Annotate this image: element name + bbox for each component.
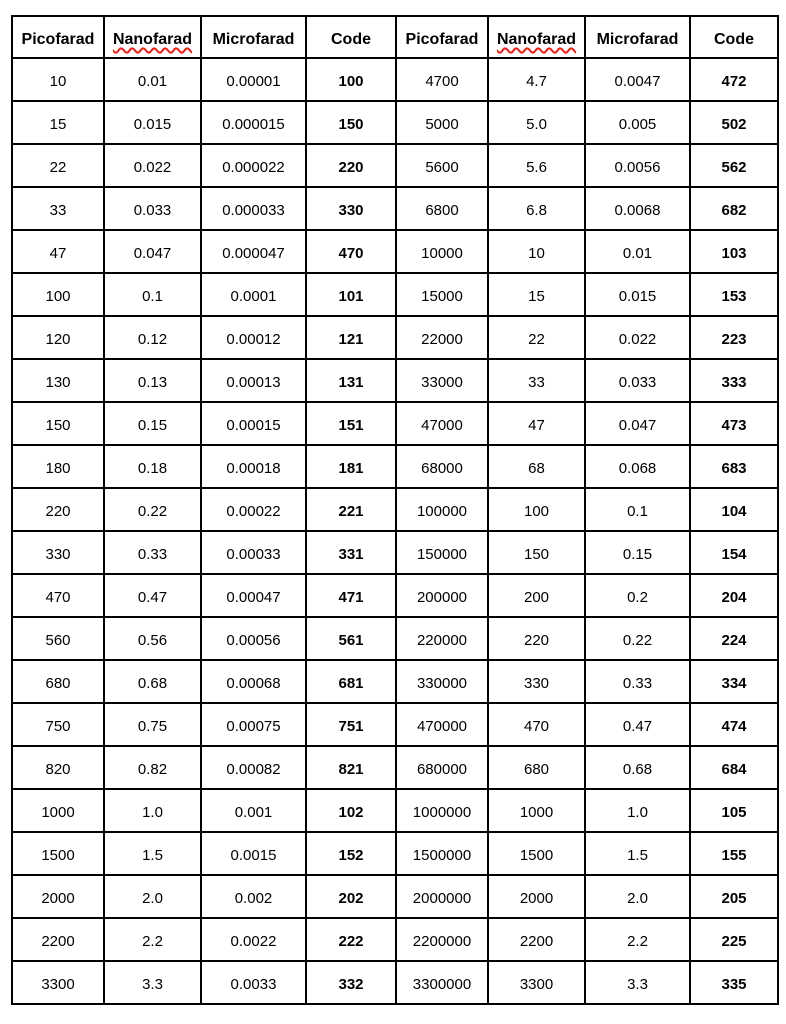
- table-row: [12, 58, 778, 101]
- value-cell: 6800: [396, 187, 488, 230]
- value-cell: 0.13: [104, 359, 201, 402]
- code-cell: 471: [306, 574, 396, 617]
- table-row: [12, 230, 778, 273]
- table-row: [12, 273, 778, 316]
- value-cell: 180: [12, 445, 104, 488]
- value-cell: 0.068: [585, 445, 690, 488]
- table-row: [12, 961, 778, 1004]
- value-cell: 3300: [12, 961, 104, 1004]
- header-cell-picofarad-left: [12, 16, 104, 58]
- value-cell: 15: [12, 101, 104, 144]
- code-cell: 821: [306, 746, 396, 789]
- value-cell: 200000: [396, 574, 488, 617]
- code-cell: 152: [306, 832, 396, 875]
- table-row: [12, 703, 778, 746]
- code-cell: 332: [306, 961, 396, 1004]
- value-cell: 4700: [396, 58, 488, 101]
- code-cell: 153: [690, 273, 778, 316]
- value-cell: 1000000: [396, 789, 488, 832]
- table-row: [12, 875, 778, 918]
- table-row: [12, 832, 778, 875]
- value-cell: 0.00033: [201, 531, 306, 574]
- value-cell: 0.01: [104, 58, 201, 101]
- header-label: Code: [714, 31, 754, 48]
- value-cell: 10000: [396, 230, 488, 273]
- value-cell: 680000: [396, 746, 488, 789]
- table-row: [12, 660, 778, 703]
- code-cell: 121: [306, 316, 396, 359]
- value-cell: 220: [488, 617, 585, 660]
- value-cell: 150: [488, 531, 585, 574]
- table-row: [12, 144, 778, 187]
- value-cell: 2.2: [104, 918, 201, 961]
- table-row: [12, 316, 778, 359]
- value-cell: 560: [12, 617, 104, 660]
- table-row: [12, 402, 778, 445]
- value-cell: 0.0068: [585, 187, 690, 230]
- header-cell-nanofarad-left: [104, 16, 201, 58]
- value-cell: 0.0033: [201, 961, 306, 1004]
- header-cell-code-left: [306, 16, 396, 58]
- header-cell-microfarad-right: [585, 16, 690, 58]
- table-row: [12, 101, 778, 144]
- code-cell: 205: [690, 875, 778, 918]
- value-cell: 0.33: [104, 531, 201, 574]
- code-cell: 224: [690, 617, 778, 660]
- value-cell: 47000: [396, 402, 488, 445]
- code-cell: 681: [306, 660, 396, 703]
- value-cell: 5000: [396, 101, 488, 144]
- value-cell: 0.00001: [201, 58, 306, 101]
- value-cell: 0.00013: [201, 359, 306, 402]
- value-cell: 0.047: [585, 402, 690, 445]
- value-cell: 0.00015: [201, 402, 306, 445]
- value-cell: 0.000015: [201, 101, 306, 144]
- value-cell: 5.6: [488, 144, 585, 187]
- code-cell: 101: [306, 273, 396, 316]
- value-cell: 0.68: [585, 746, 690, 789]
- value-cell: 68: [488, 445, 585, 488]
- value-cell: 100: [488, 488, 585, 531]
- code-cell: 102: [306, 789, 396, 832]
- value-cell: 3.3: [104, 961, 201, 1004]
- value-cell: 0.022: [585, 316, 690, 359]
- value-cell: 1.0: [104, 789, 201, 832]
- value-cell: 0.47: [585, 703, 690, 746]
- value-cell: 0.0015: [201, 832, 306, 875]
- code-cell: 684: [690, 746, 778, 789]
- value-cell: 330: [488, 660, 585, 703]
- value-cell: 0.56: [104, 617, 201, 660]
- table-row: [12, 531, 778, 574]
- value-cell: 1500000: [396, 832, 488, 875]
- code-cell: 334: [690, 660, 778, 703]
- value-cell: 0.00056: [201, 617, 306, 660]
- value-cell: 4.7: [488, 58, 585, 101]
- value-cell: 220000: [396, 617, 488, 660]
- value-cell: 2000: [488, 875, 585, 918]
- value-cell: 0.15: [585, 531, 690, 574]
- value-cell: 5600: [396, 144, 488, 187]
- value-cell: 0.00022: [201, 488, 306, 531]
- header-cell-nanofarad-right: [488, 16, 585, 58]
- code-cell: 202: [306, 875, 396, 918]
- table-row: [12, 746, 778, 789]
- code-cell: 333: [690, 359, 778, 402]
- value-cell: 3300000: [396, 961, 488, 1004]
- value-cell: 0.00068: [201, 660, 306, 703]
- code-cell: 225: [690, 918, 778, 961]
- code-cell: 220: [306, 144, 396, 187]
- header-label: Microfarad: [212, 31, 295, 48]
- value-cell: 0.75: [104, 703, 201, 746]
- header-cell-code-right: [690, 16, 778, 58]
- value-cell: 0.001: [201, 789, 306, 832]
- value-cell: 0.0001: [201, 273, 306, 316]
- value-cell: 1000: [12, 789, 104, 832]
- capacitor-code-conversion-table: [11, 15, 779, 1005]
- header-label: Microfarad: [596, 31, 679, 48]
- value-cell: 2.0: [104, 875, 201, 918]
- value-cell: 0.033: [585, 359, 690, 402]
- value-cell: 680: [12, 660, 104, 703]
- value-cell: 680: [488, 746, 585, 789]
- value-cell: 1000: [488, 789, 585, 832]
- value-cell: 0.015: [104, 101, 201, 144]
- value-cell: 0.33: [585, 660, 690, 703]
- value-cell: 0.000033: [201, 187, 306, 230]
- value-cell: 0.2: [585, 574, 690, 617]
- header-label: Code: [331, 31, 371, 48]
- value-cell: 120: [12, 316, 104, 359]
- value-cell: 1500: [12, 832, 104, 875]
- table-row: [12, 359, 778, 402]
- value-cell: 0.01: [585, 230, 690, 273]
- code-cell: 151: [306, 402, 396, 445]
- table-header-row: [12, 16, 778, 58]
- code-cell: 470: [306, 230, 396, 273]
- code-cell: 100: [306, 58, 396, 101]
- code-cell: 561: [306, 617, 396, 660]
- code-cell: 751: [306, 703, 396, 746]
- table-row: [12, 918, 778, 961]
- code-cell: 181: [306, 445, 396, 488]
- code-cell: 204: [690, 574, 778, 617]
- value-cell: 470: [12, 574, 104, 617]
- value-cell: 10: [12, 58, 104, 101]
- value-cell: 22: [12, 144, 104, 187]
- code-cell: 562: [690, 144, 778, 187]
- value-cell: 200: [488, 574, 585, 617]
- code-cell: 335: [690, 961, 778, 1004]
- code-cell: 502: [690, 101, 778, 144]
- value-cell: 0.00012: [201, 316, 306, 359]
- code-cell: 154: [690, 531, 778, 574]
- header-label: Nanofarad: [112, 31, 193, 48]
- code-cell: 474: [690, 703, 778, 746]
- value-cell: 2.2: [585, 918, 690, 961]
- value-cell: 0.22: [104, 488, 201, 531]
- code-cell: 330: [306, 187, 396, 230]
- code-cell: 683: [690, 445, 778, 488]
- table-row: [12, 445, 778, 488]
- value-cell: 2.0: [585, 875, 690, 918]
- value-cell: 150000: [396, 531, 488, 574]
- value-cell: 0.1: [585, 488, 690, 531]
- value-cell: 330000: [396, 660, 488, 703]
- code-cell: 473: [690, 402, 778, 445]
- value-cell: 0.022: [104, 144, 201, 187]
- value-cell: 0.015: [585, 273, 690, 316]
- value-cell: 1.5: [104, 832, 201, 875]
- code-cell: 682: [690, 187, 778, 230]
- table-row: [12, 488, 778, 531]
- value-cell: 2000000: [396, 875, 488, 918]
- value-cell: 3300: [488, 961, 585, 1004]
- value-cell: 100000: [396, 488, 488, 531]
- value-cell: 47: [12, 230, 104, 273]
- value-cell: 22: [488, 316, 585, 359]
- value-cell: 100: [12, 273, 104, 316]
- header-label: Picofarad: [405, 31, 479, 48]
- table-row: [12, 187, 778, 230]
- value-cell: 330: [12, 531, 104, 574]
- header-label: Picofarad: [21, 31, 95, 48]
- value-cell: 0.033: [104, 187, 201, 230]
- value-cell: 220: [12, 488, 104, 531]
- table-row: [12, 789, 778, 832]
- code-cell: 331: [306, 531, 396, 574]
- value-cell: 0.15: [104, 402, 201, 445]
- value-cell: 0.22: [585, 617, 690, 660]
- header-cell-picofarad-right: [396, 16, 488, 58]
- value-cell: 2200000: [396, 918, 488, 961]
- value-cell: 6.8: [488, 187, 585, 230]
- value-cell: 15: [488, 273, 585, 316]
- value-cell: 1.5: [585, 832, 690, 875]
- value-cell: 1.0: [585, 789, 690, 832]
- value-cell: 33: [12, 187, 104, 230]
- value-cell: 0.18: [104, 445, 201, 488]
- code-cell: 105: [690, 789, 778, 832]
- code-cell: 223: [690, 316, 778, 359]
- value-cell: 0.68: [104, 660, 201, 703]
- value-cell: 130: [12, 359, 104, 402]
- value-cell: 0.0047: [585, 58, 690, 101]
- value-cell: 33000: [396, 359, 488, 402]
- value-cell: 0.002: [201, 875, 306, 918]
- value-cell: 0.0022: [201, 918, 306, 961]
- code-cell: 150: [306, 101, 396, 144]
- value-cell: 2000: [12, 875, 104, 918]
- value-cell: 15000: [396, 273, 488, 316]
- value-cell: 820: [12, 746, 104, 789]
- value-cell: 5.0: [488, 101, 585, 144]
- value-cell: 0.12: [104, 316, 201, 359]
- value-cell: 2200: [488, 918, 585, 961]
- value-cell: 470: [488, 703, 585, 746]
- header-cell-microfarad-left: [201, 16, 306, 58]
- value-cell: 0.047: [104, 230, 201, 273]
- capacitor-code-table-wrapper: [11, 15, 779, 1005]
- value-cell: 22000: [396, 316, 488, 359]
- value-cell: 0.1: [104, 273, 201, 316]
- code-cell: 103: [690, 230, 778, 273]
- value-cell: 33: [488, 359, 585, 402]
- header-label: Nanofarad: [496, 31, 577, 48]
- code-cell: 472: [690, 58, 778, 101]
- value-cell: 10: [488, 230, 585, 273]
- table-row: [12, 574, 778, 617]
- value-cell: 0.00075: [201, 703, 306, 746]
- value-cell: 2200: [12, 918, 104, 961]
- value-cell: 0.47: [104, 574, 201, 617]
- value-cell: 150: [12, 402, 104, 445]
- value-cell: 1500: [488, 832, 585, 875]
- value-cell: 0.0056: [585, 144, 690, 187]
- code-cell: 155: [690, 832, 778, 875]
- value-cell: 0.005: [585, 101, 690, 144]
- value-cell: 470000: [396, 703, 488, 746]
- value-cell: 68000: [396, 445, 488, 488]
- code-cell: 131: [306, 359, 396, 402]
- value-cell: 750: [12, 703, 104, 746]
- value-cell: 0.000047: [201, 230, 306, 273]
- value-cell: 0.82: [104, 746, 201, 789]
- code-cell: 222: [306, 918, 396, 961]
- value-cell: 0.00082: [201, 746, 306, 789]
- table-row: [12, 617, 778, 660]
- value-cell: 0.00018: [201, 445, 306, 488]
- value-cell: 47: [488, 402, 585, 445]
- value-cell: 0.000022: [201, 144, 306, 187]
- code-cell: 104: [690, 488, 778, 531]
- value-cell: 3.3: [585, 961, 690, 1004]
- code-cell: 221: [306, 488, 396, 531]
- value-cell: 0.00047: [201, 574, 306, 617]
